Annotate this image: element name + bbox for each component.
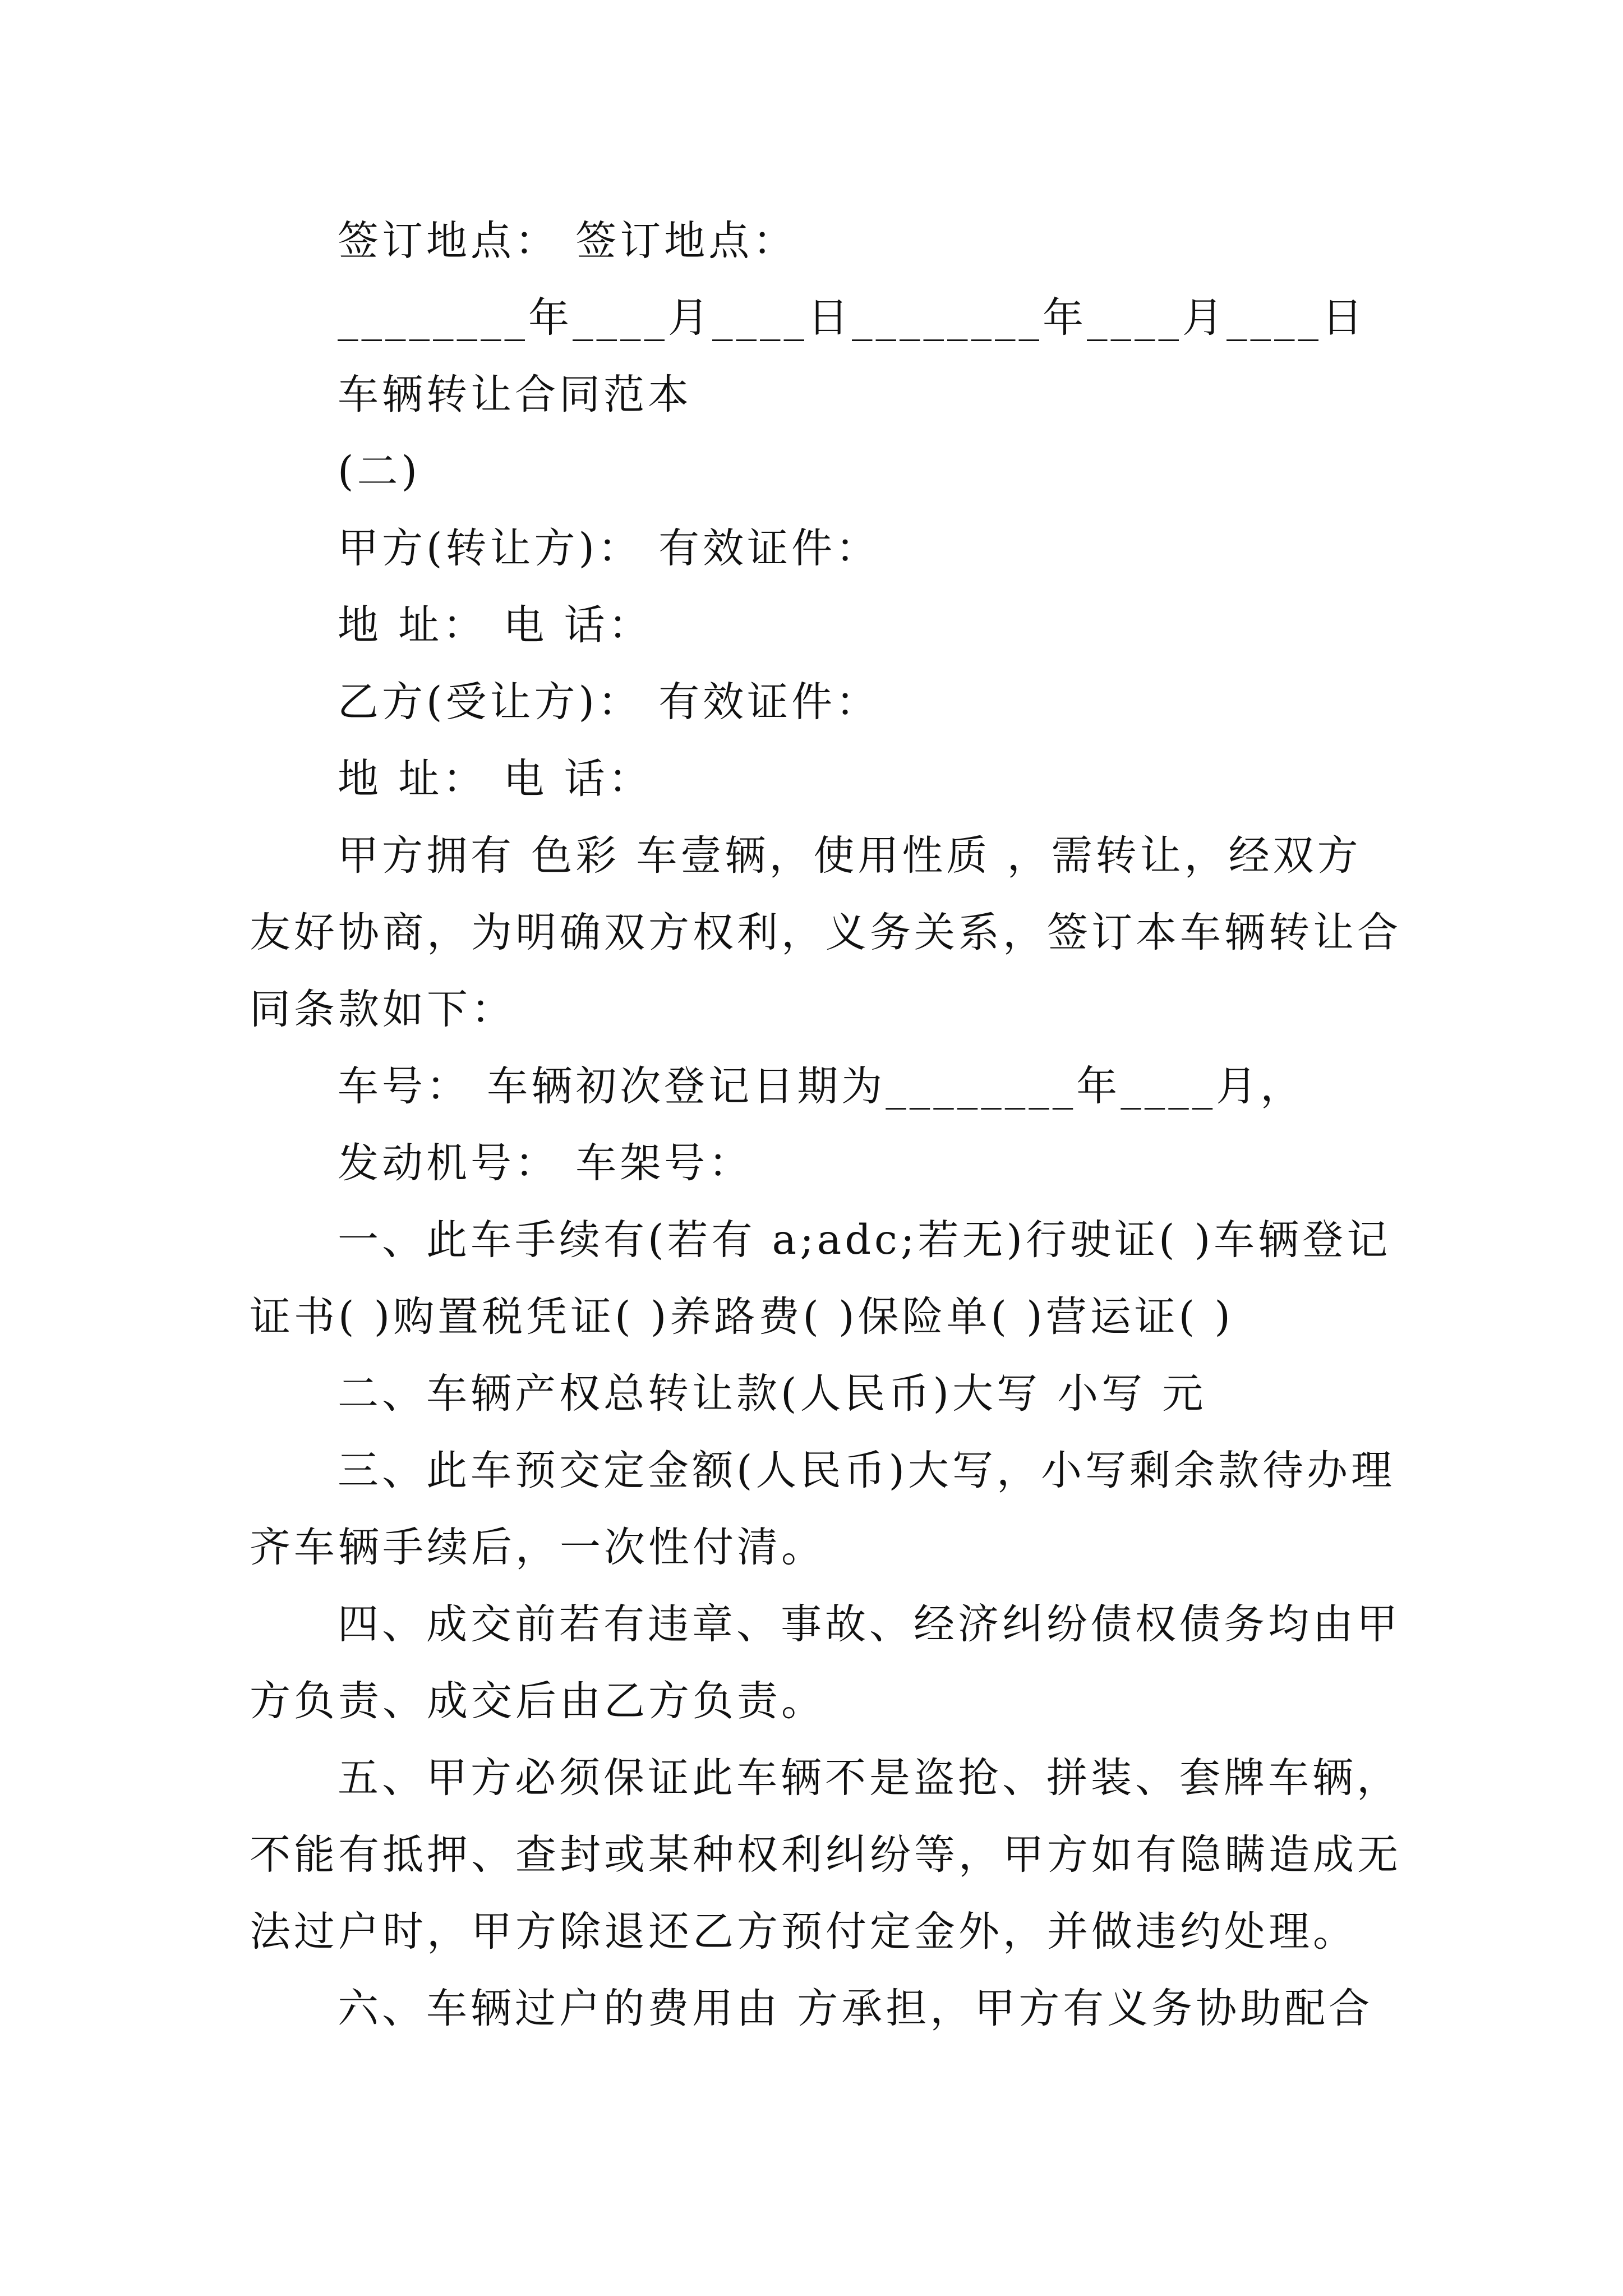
party-a-address-line: 地 址： 电 话：	[338, 601, 653, 649]
party-b-line: 乙方(受让方)： 有效证件：	[338, 678, 880, 726]
clause-5-line-2: 不能有抵押、查封或某种权利纠纷等，甲方如有隐瞒造成无	[250, 1831, 1401, 1879]
clause-1-line-2: 证书( )购置税凭证( )养路费( )保险单( )营运证( )	[250, 1293, 1234, 1341]
clause-3-line-1: 三、此车预交定金额(人民币)大写，小写剩余款待办理	[338, 1447, 1395, 1494]
clause-6-line-1: 六、车辆过户的费用由 方承担，甲方有义务协助配合	[338, 1985, 1373, 2032]
clause-5-line-3: 法过户时，甲方除退还乙方预付定金外，并做违约处理。	[250, 1908, 1357, 1955]
section-title: 车辆转让合同范本	[338, 371, 692, 418]
intro-paragraph-line-1: 甲方拥有 色彩 车壹辆，使用性质 ，需转让，经双方	[338, 832, 1362, 880]
clause-4-line-1: 四、成交前若有违章、事故、经济纠纷债权债务均由甲	[338, 1600, 1401, 1648]
engine-number-line: 发动机号： 车架号：	[338, 1139, 753, 1187]
signing-place-line: 签订地点： 签订地点：	[338, 217, 797, 265]
party-b-address-line: 地 址： 电 话：	[338, 755, 653, 803]
clause-1-line-1: 一、此车手续有(若有 a;adc;若无)行驶证( )车辆登记	[338, 1216, 1391, 1264]
clause-4-line-2: 方负责、成交后由乙方负责。	[250, 1677, 826, 1725]
intro-paragraph-line-3: 同条款如下：	[250, 986, 515, 1033]
clause-5-line-1: 五、甲方必须保证此车辆不是盗抢、拼装、套牌车辆，	[338, 1754, 1401, 1802]
party-a-line: 甲方(转让方)： 有效证件：	[338, 524, 880, 572]
section-number: (二)	[338, 448, 421, 495]
intro-paragraph-line-2: 友好协商，为明确双方权利，义务关系，签订本车辆转让合	[250, 909, 1401, 956]
plate-number-line: 车号： 车辆初次登记日期为________年____月，	[338, 1062, 1305, 1110]
clause-3-line-2: 齐车辆手续后，一次性付清。	[250, 1524, 826, 1571]
signing-date-line: ________年____月____日________年____月____日	[338, 294, 1366, 342]
clause-2-line: 二、车辆产权总转让款(人民币)大写 小写 元	[338, 1370, 1207, 1418]
